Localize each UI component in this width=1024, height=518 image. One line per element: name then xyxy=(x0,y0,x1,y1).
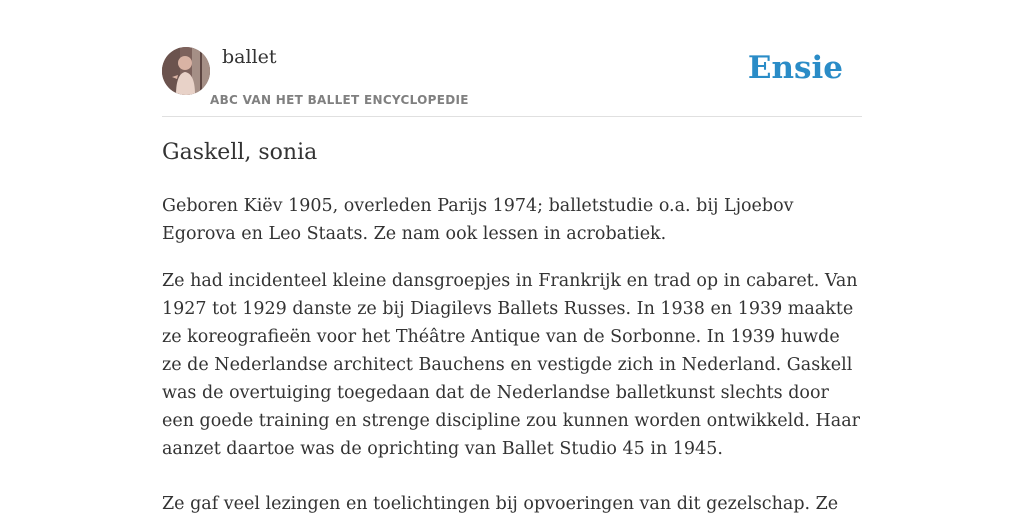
article-paragraph: Ze gaf veel lezingen en toelichtingen bij opvoeringen van dit gezelschap. Ze xyxy=(162,494,839,514)
category-link[interactable]: ballet xyxy=(222,46,277,68)
article-title: Gaskell, sonia xyxy=(162,140,318,165)
page-container xyxy=(162,0,862,514)
article-paragraph: Ze had incidenteel kleine dansgroepjes in Frankrijk en trad op in cabaret. Van 1927 tot 1929 danste ze bij Diagilevs Ballets Russes. In 1938 en 1939 maakte ze koreografieën voor het Théâtre Antique van de Sorbonne. In 1939 huwde ze de Nederlandse architect Bauchens en vestigde zich in Nederland. Gaskell was de overtuiging toegedaan dat de Nederlandse balletkunst slechts door een goede training en strenge discipline zou kunnen worden ontwikkeld. Haar aanzet daartoe was de oprichting van Ballet Studio 45 in 1945. xyxy=(162,271,861,459)
avatar[interactable] xyxy=(162,47,210,95)
article-paragraph: Geboren Kiëv 1905, overleden Parijs 1974; balletstudie o.a. bij Ljoebov Egorova en Leo Staats. Ze nam ook lessen in acrobatiek. xyxy=(162,196,794,244)
encyclopedia-source-link[interactable]: ABC VAN HET BALLET ENCYCLOPEDIE xyxy=(210,93,469,107)
page-header xyxy=(162,0,862,117)
ballet-dancer-photo xyxy=(162,47,210,95)
brand-logo[interactable]: Ensie xyxy=(747,50,843,86)
